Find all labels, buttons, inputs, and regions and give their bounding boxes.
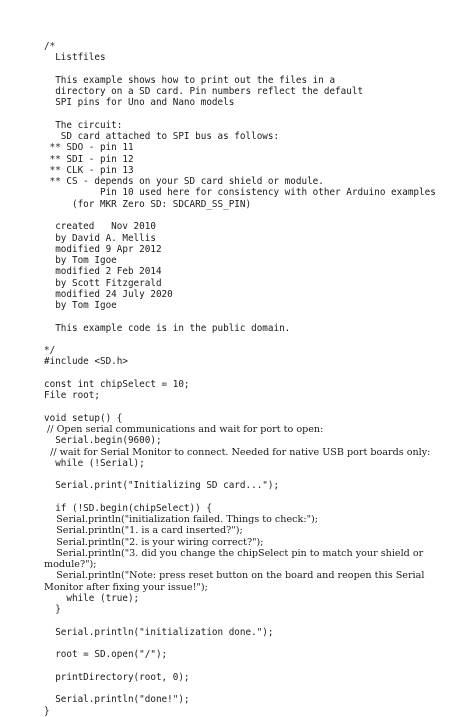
code-line	[44, 402, 464, 413]
code-line: Serial.println("Note: press reset button on the board and reopen this Serial	[44, 570, 425, 582]
code-line: created Nov 2010	[44, 221, 156, 233]
code-line: modified 9 Apr 2012	[44, 243, 162, 255]
code-listing	[44, 41, 464, 717]
code-line: // wait for Serial Monitor to connect. Needed for native USB port boards only:	[44, 446, 431, 458]
code-line: SPI pins for Uno and Nano models	[44, 97, 235, 109]
code-line: }	[44, 604, 61, 616]
code-line: modified 2 Feb 2014	[44, 266, 162, 278]
code-line: */	[44, 345, 56, 357]
code-line: ** CLK - pin 13	[44, 164, 134, 176]
code-line	[44, 683, 464, 694]
code-line: Serial.println("initialization failed. Things to check:");	[44, 514, 318, 526]
code-line: Serial.println("3. did you change the chipSelect pin to match your shield or	[44, 547, 424, 559]
code-line	[44, 492, 464, 503]
code-line: /*	[44, 41, 56, 52]
code-line: modified 24 July 2020	[44, 288, 173, 300]
code-line: This example shows how to print out the files in a	[44, 74, 336, 86]
code-line: while (!Serial);	[44, 457, 145, 469]
code-line: const int chipSelect = 10;	[44, 378, 190, 390]
code-line: by Tom Igoe	[44, 255, 117, 267]
code-line: Serial.begin(9600);	[44, 435, 162, 447]
code-line: Pin 10 used here for consistency with other Arduino examples	[44, 187, 436, 199]
code-line: by Tom Igoe	[44, 300, 117, 312]
code-line: Serial.print("Initializing SD card...");	[44, 480, 280, 492]
code-line: ** CS - depends on your SD card shield or module.	[44, 176, 324, 188]
code-line: module?");	[44, 559, 97, 571]
code-line: ** SDI - pin 12	[44, 153, 134, 165]
code-line	[44, 368, 464, 379]
code-line	[44, 616, 464, 627]
code-line	[44, 210, 464, 221]
code-line	[44, 334, 464, 345]
code-line: (for MKR Zero SD: SDCARD_SS_PIN)	[44, 198, 252, 210]
code-line	[44, 64, 464, 75]
code-line	[44, 311, 464, 322]
code-line: SD card attached to SPI bus as follows:	[44, 131, 280, 143]
code-line: Serial.println("1. is a card inserted?");	[44, 525, 243, 537]
code-line: printDirectory(root, 0);	[44, 671, 190, 683]
code-line: while (true);	[44, 593, 140, 605]
code-line	[44, 661, 464, 672]
code-line: File root;	[44, 390, 100, 402]
code-line: ** SDO - pin 11	[44, 142, 134, 154]
code-line: if (!SD.begin(chipSelect)) {	[44, 502, 212, 514]
code-line: void setup() {	[44, 412, 123, 424]
code-line: Serial.println("initialization done.");	[44, 626, 274, 638]
code-line: Monitor after fixing your issue!");	[44, 581, 208, 593]
code-line: by David A. Mellis	[44, 232, 156, 244]
code-line: }	[44, 705, 50, 717]
code-line	[44, 469, 464, 480]
code-line	[44, 638, 464, 649]
code-line: root = SD.open("/");	[44, 649, 168, 661]
code-line: The circuit:	[44, 119, 123, 131]
code-line: This example code is in the public domain.	[44, 322, 291, 334]
code-line: directory on a SD card. Pin numbers reflect the default	[44, 86, 364, 98]
code-line	[44, 109, 464, 120]
code-line: Serial.println("2. is your wiring correct?");	[44, 536, 264, 548]
code-line: Listfiles	[44, 52, 106, 64]
code-line: by Scott Fitzgerald	[44, 277, 162, 289]
code-line: #include <SD.h>	[44, 356, 128, 368]
code-line: // Open serial communications and wait for port to open:	[44, 424, 324, 436]
code-line: Serial.println("done!");	[44, 694, 190, 706]
